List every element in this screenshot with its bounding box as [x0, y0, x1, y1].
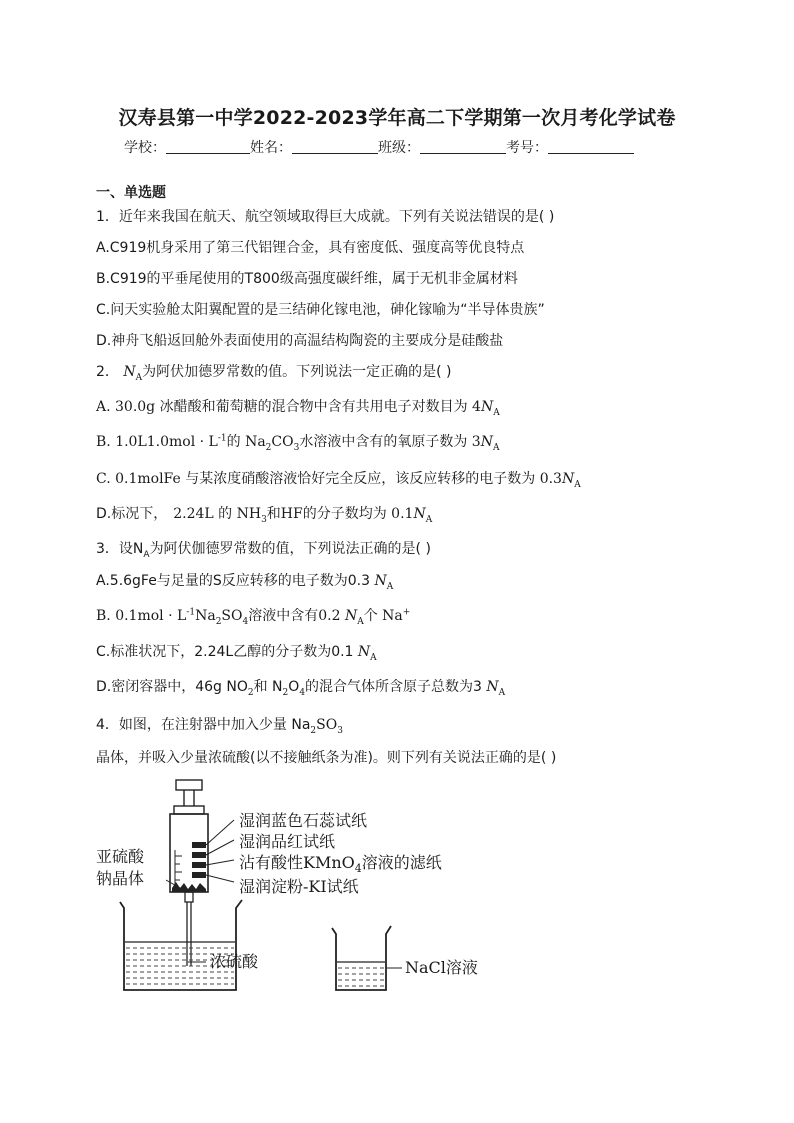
- label-crystal-1: 亚硫酸: [96, 847, 145, 866]
- q4-stem-line1: 4．如图，在注射器中加入少量 $Na_2SO_3$: [96, 717, 343, 736]
- q1-option-a[interactable]: A.C919机身采用了第三代铝锂合金，具有密度低、强度高等优良特点: [96, 240, 525, 256]
- syringe-barrel: [170, 814, 208, 966]
- name-blank[interactable]: [292, 139, 378, 154]
- q3-option-b[interactable]: B. $0.1mol \cdot L^{-1}Na_2SO_4$溶液中含有0.2 $N_A$个 Na+: [96, 607, 411, 627]
- q2-option-b[interactable]: B. $1.0L1.0mol \cdot L^{-1}$的 $Na_2CO_3$水溶液中含有的氧原子数为 $3N_A$: [96, 433, 500, 453]
- q2-option-a[interactable]: A. 30.0g 冰醋酸和葡萄糖的混合物中含有共用电子对数目为 $4N_A$: [96, 399, 500, 418]
- q2-option-d[interactable]: D.标况下， 2.24L 的 $NH_3$和HF的分子数均为 $0.1N_A$: [96, 506, 433, 525]
- number-label: 考号：: [506, 140, 548, 156]
- label-magenta-paper: 湿润品红试纸: [239, 832, 336, 851]
- beaker-acid: [120, 900, 242, 990]
- q3-option-d[interactable]: D.密闭容器中，46g $NO_2$和 $N_2O_4$的混合气体所含原子总数为3 $N_A$: [96, 679, 506, 698]
- syringe-plunger: [174, 780, 204, 814]
- beaker-nacl: [332, 926, 402, 990]
- label-conc-sulfuric-acid: 浓硫酸: [210, 952, 259, 971]
- q3-stem: 3．设$N_A$为阿伏伽德罗常数的值，下列说法正确的是( ): [96, 541, 431, 560]
- q3-option-a[interactable]: A.5.6gFe与足量的S反应转移的电子数为0.3 $N_A$: [96, 573, 394, 592]
- q2-stem: 2． $N_A$为阿伏加德罗常数的值。下列说法一定正确的是( ): [96, 364, 452, 383]
- class-blank[interactable]: [420, 139, 506, 154]
- section-title: 一、单选题: [96, 185, 166, 201]
- label-nacl-solution: NaCl溶液: [405, 958, 478, 977]
- q2-option-c[interactable]: C. 0.1molFe 与某浓度硝酸溶液恰好完全反应，该反应转移的电子数为 $0.3N_A$: [96, 471, 581, 490]
- exam-title: 汉寿县第一中学2022-2023学年高二下学期第一次月考化学试卷: [118, 107, 676, 129]
- class-label: 班级：: [378, 140, 420, 156]
- number-blank[interactable]: [548, 139, 634, 154]
- school-label: 学校：: [124, 140, 166, 156]
- apparatus-figure: [96, 776, 496, 998]
- label-kmno4-paper: 沾有酸性KMnO$_4$溶液的滤纸: [239, 853, 442, 875]
- student-info-line: [124, 137, 634, 157]
- q1-stem: 1．近年来我国在航天、航空领域取得巨大成就。下列有关说法错误的是( ): [96, 209, 555, 225]
- q1-option-c[interactable]: C.问天实验舱太阳翼配置的是三结砷化镓电池，砷化镓喻为“半导体贵族”: [96, 302, 545, 318]
- q4-stem-line2: 晶体，并吸入少量浓硫酸(以不接触纸条为准)。则下列有关说法正确的是( ): [96, 750, 557, 766]
- label-ki-paper: 湿润淀粉-KI试纸: [239, 877, 359, 896]
- label-blue-litmus: 湿润蓝色石蕊试纸: [239, 811, 368, 830]
- name-label: 姓名：: [250, 140, 292, 156]
- q1-option-b[interactable]: B.C919的平垂尾使用的T800级高强度碳纤维，属于无机非金属材料: [96, 271, 518, 287]
- q3-option-c[interactable]: C.标准状况下，2.24L乙醇的分子数为0.1 $N_A$: [96, 644, 377, 663]
- label-crystal-2: 钠晶体: [96, 869, 145, 888]
- school-blank[interactable]: [166, 139, 250, 154]
- q1-option-d[interactable]: D.神舟飞船返回舱外表面使用的高温结构陶瓷的主要成分是硅酸盐: [96, 333, 504, 349]
